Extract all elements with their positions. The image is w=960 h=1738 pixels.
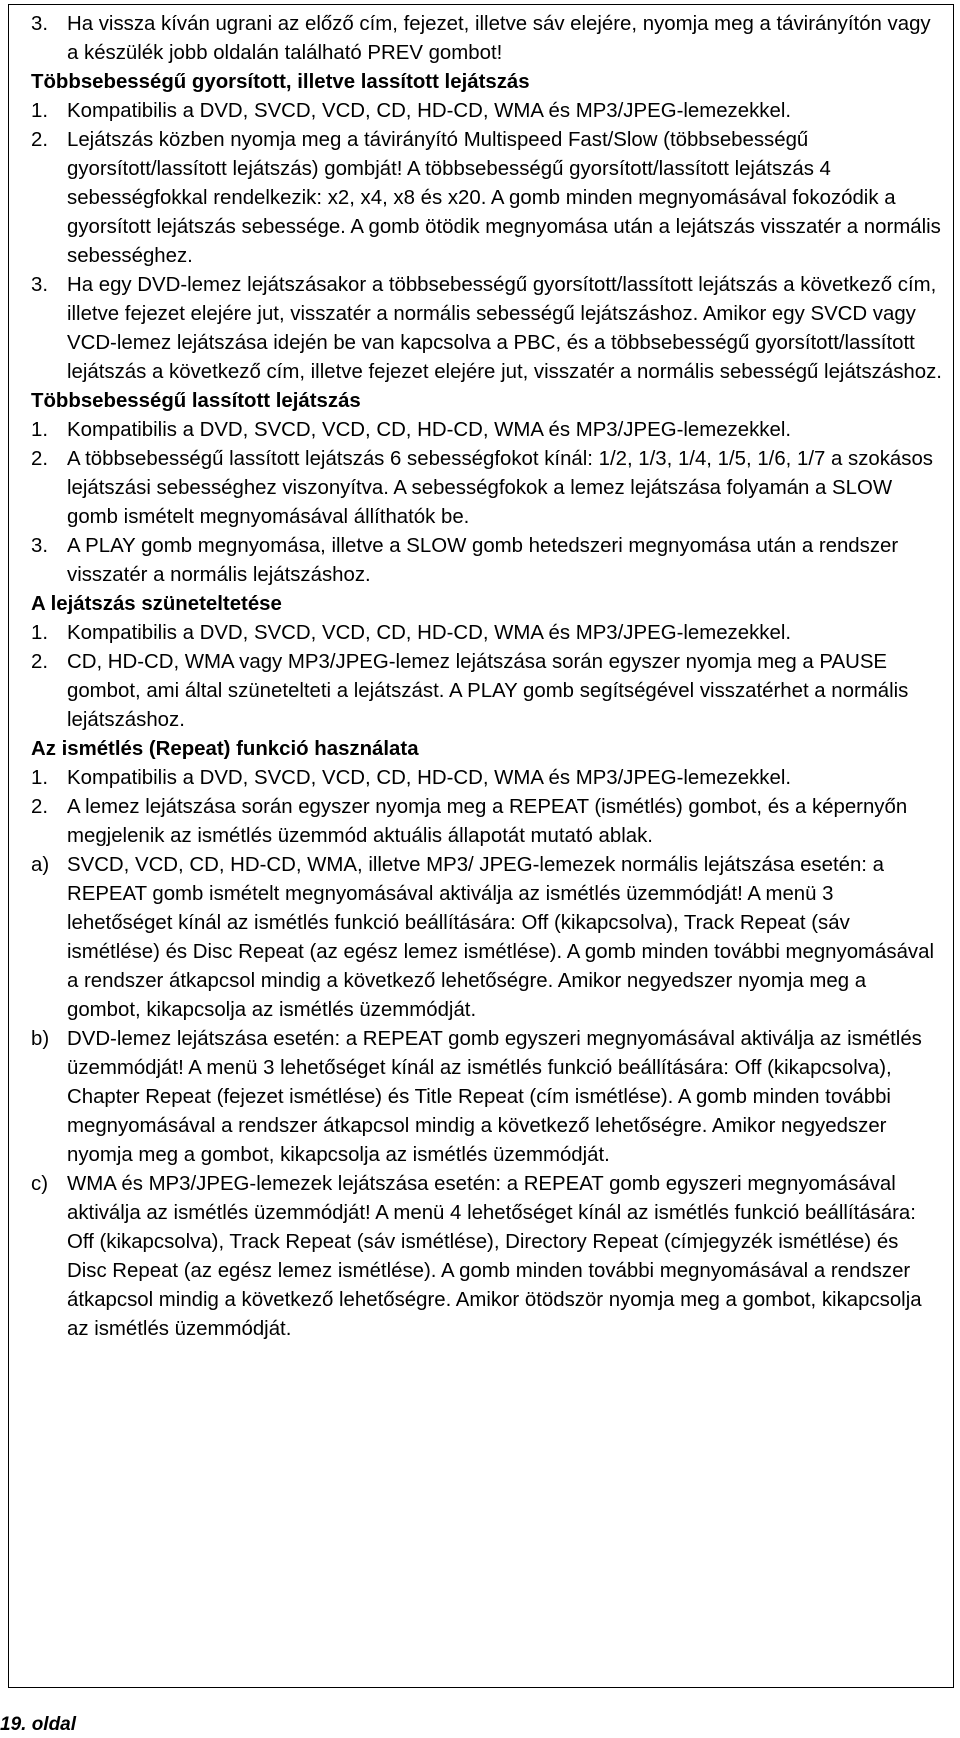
item-number: 1. <box>31 622 49 644</box>
lettered-item <box>31 851 943 1025</box>
item-number: 2. <box>31 129 49 151</box>
item-number: 2. <box>31 651 49 673</box>
list-item <box>31 416 943 445</box>
item-number: 3. <box>31 535 49 557</box>
item-number: 1. <box>31 767 49 789</box>
list-item <box>31 793 943 851</box>
item-number: 2. <box>31 796 49 818</box>
item-text: A lemez lejátszása során egyszer nyomja meg a REPEAT (ismétlés) gombot, és a képernyőn megjelenik az ismétlés üzemmód aktuális állapotát mutató ablak. <box>67 796 908 847</box>
item-text: Kompatibilis a DVD, SVCD, VCD, CD, HD-CD, WMA és MP3/JPEG-lemezekkel. <box>67 622 792 644</box>
list-item <box>31 126 943 271</box>
list-item <box>31 271 943 387</box>
item-text: WMA és MP3/JPEG-lemezek lejátszása esetén: a REPEAT gomb egyszeri megnyomásával aktiválja az ismétlés üzemmódját! A menü 4 lehetőséget kínál az ismétlés funkció beállítására: Off (kikapcsolva), Track Repeat (sáv ismétlése), Directory Repeat (címjegyzék ismétlése) és Disc Repeat (az egész lemez ismétlése). A gomb minden további megnyomásával a rendszer átkapcsol mindig a következő lehetőségre. Amikor ötödször nyomja meg a gombot, kikapcsolja az ismétlés üzemmódját. <box>67 1173 922 1340</box>
list-item <box>31 445 943 532</box>
item-text: Kompatibilis a DVD, SVCD, VCD, CD, HD-CD, WMA és MP3/JPEG-lemezekkel. <box>67 100 792 122</box>
item-letter: a) <box>31 854 50 876</box>
section-heading-slow: Többsebességű lassított lejátszás <box>31 390 361 412</box>
section-heading-repeat: Az ismétlés (Repeat) funkció használata <box>31 738 419 760</box>
list-item <box>31 97 943 126</box>
item-text: Ha egy DVD-lemez lejátszásakor a többsebességű gyorsított/lassított lejátszás a következő cím, illetve fejezet elejére jut, visszatér a normális sebességű lejátszáshoz. Amikor egy SVCD vagy VCD-lemez lejátszása idején be van kapcsolva a PBC, és a többsebességű gyorsított/lassított lejátszás a következő cím, illetve fejezet elejére jut, visszatér a normális sebességű lejátszáshoz. <box>67 274 942 383</box>
list-item <box>31 532 943 590</box>
item-text: Lejátszás közben nyomja meg a távirányító Multispeed Fast/Slow (többsebességű gyorsított/lassított lejátszás) gombját! A többsebességű gyorsított/lassított lejátszás 4 sebességfokkal rendelkezik: x2, x4, x8 és x20. A gomb minden megnyomásával fokozódik a gyorsított lejátszás sebessége. A gomb ötödik megnyomása után a lejátszás visszatér a normális sebességhez. <box>67 129 941 267</box>
item-text: A többsebességű lassított lejátszás 6 sebességfokot kínál: 1/2, 1/3, 1/4, 1/5, 1/6, 1/7 a szokásos lejátszási sebességhez viszonyítva. A sebességfokok a lemez lejátszása folyamán a SLOW gomb ismételt megnyomásával állíthatók be. <box>67 448 934 528</box>
item-number: 1. <box>31 100 49 122</box>
item-letter: b) <box>31 1028 50 1050</box>
item-text: DVD-lemez lejátszása esetén: a REPEAT gomb egyszeri megnyomásával aktiválja az ismétlés üzemmódját! A menü 3 lehetőséget kínál az ismétlés funkció beállítására: Off (kikapcsolva), Chapter Repeat (fejezet ismétlése) és Title Repeat (cím ismétlése). A gomb minden további megnyomásával a rendszer átkapcsol mindig a következő lehetőségre. Amikor negyedszer nyomja meg a gombot, kikapcsolja az ismétlés üzemmódját. <box>67 1028 922 1166</box>
section-heading-multispeed: Többsebességű gyorsított, illetve lassított lejátszás <box>31 71 530 93</box>
list-item <box>31 619 943 648</box>
item-text: Ha vissza kíván ugrani az előző cím, fejezet, illetve sáv elejére, nyomja meg a távirányítón vagy a készülék jobb oldalán található PREV gombot! <box>67 13 931 64</box>
intro-item <box>31 10 943 68</box>
item-letter: c) <box>31 1173 48 1195</box>
item-number: 3. <box>31 274 49 296</box>
item-number: 3. <box>31 13 49 35</box>
item-text: Kompatibilis a DVD, SVCD, VCD, CD, HD-CD, WMA és MP3/JPEG-lemezekkel. <box>67 767 792 789</box>
item-text: CD, HD-CD, WMA vagy MP3/JPEG-lemez lejátszása során egyszer nyomja meg a PAUSE gombot, ami által szünetelteti a lejátszást. A PLAY gomb segítségével visszatérhet a normális lejátszáshoz. <box>67 651 909 731</box>
lettered-item <box>31 1170 943 1344</box>
item-number: 2. <box>31 448 49 470</box>
item-text: SVCD, VCD, CD, HD-CD, WMA, illetve MP3/ JPEG-lemezek normális lejátszása esetén: a REPEAT gomb ismételt megnyomásával aktiválja az ismétlés üzemmódját! A menü 3 lehetőséget kínál az ismétlés funkció beállítására: Off (kikapcsolva), Track Repeat (sáv ismétlése) és Disc Repeat (az egész lemez ismétlése). A gomb minden további megnyomásával a rendszer átkapcsol mindig a következő lehetőségre. Amikor negyedszer nyomja meg a gombot, kikapcsolja az ismétlés üzemmódját. <box>67 854 934 1021</box>
item-text: A PLAY gomb megnyomása, illetve a SLOW gomb hetedszeri megnyomása után a rendszer visszatér a normális lejátszáshoz. <box>67 535 899 586</box>
list-item <box>31 648 943 735</box>
section-heading-pause: A lejátszás szüneteltetése <box>31 593 282 615</box>
lettered-item <box>31 1025 943 1170</box>
page-number: 19. oldal <box>0 1714 77 1735</box>
list-item <box>31 764 943 793</box>
manual-content <box>31 10 943 1344</box>
item-number: 1. <box>31 419 49 441</box>
item-text: Kompatibilis a DVD, SVCD, VCD, CD, HD-CD, WMA és MP3/JPEG-lemezekkel. <box>67 419 792 441</box>
